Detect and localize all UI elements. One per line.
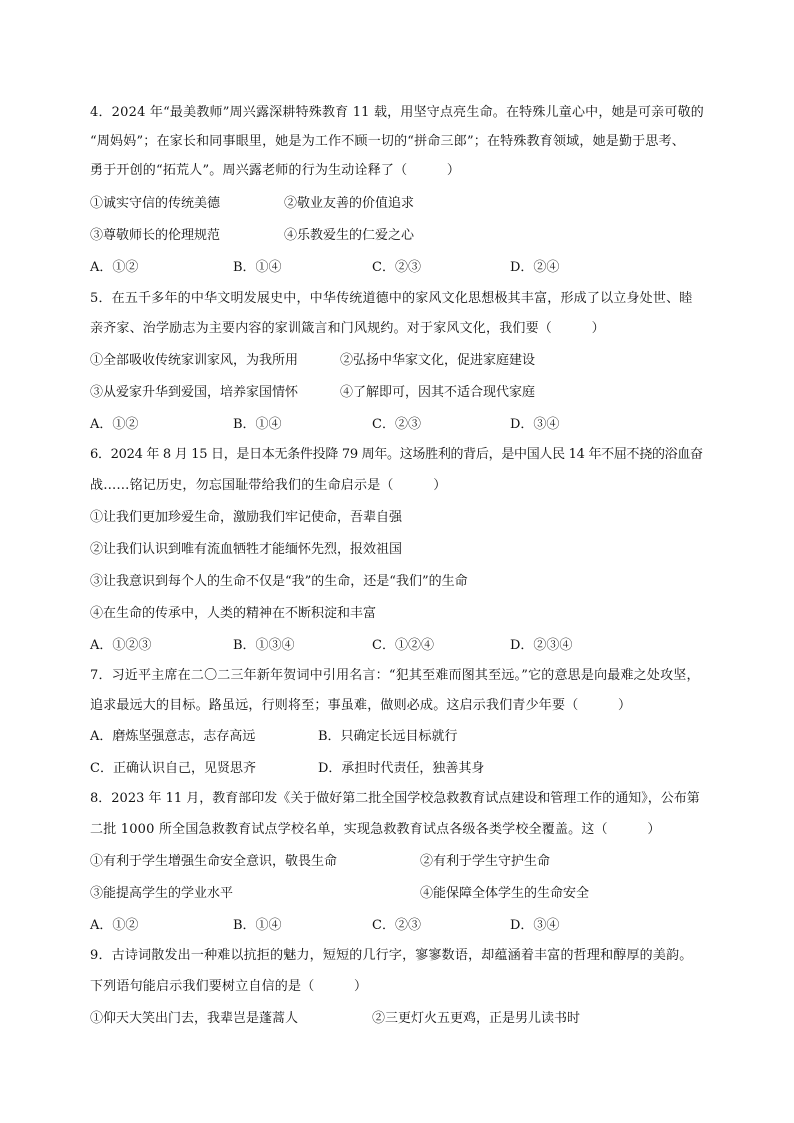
q6-stem-line-1: 6．2024 年 8 月 15 日，是日本无条件投降 79 周年。这场胜利的背后，是中国人民 14 年不屈不挠的浴血奋: [90, 447, 703, 462]
q6-option-b: B．①③④: [233, 638, 295, 653]
q4-stem-line-1: 4．2024 年“最美教师”周兴露深耕特殊教育 11 载，用坚守点亮生命。在特殊儿童心中，她是可亲可敬的: [90, 105, 704, 120]
q4-option-a: A．①②: [90, 260, 139, 275]
q8-stem-line-1: 8．2023 年 11 月，教育部印发《关于做好第二批全国学校急救教育试点建设和管理工作的通知》，公布第: [90, 791, 700, 806]
q6-option-d: D．②③④: [510, 638, 573, 653]
q9-stem-line-1: 9．古诗词散发出一种难以抗拒的魅力，短短的几行字，寥寥数语，却蕴涵着丰富的哲理和醇厚的美韵。: [90, 948, 693, 963]
q7-option-c: C．正确认识自己，见贤思齐: [90, 761, 256, 776]
q6-item-4: ④在生命的传承中，人类的精神在不断积淀和丰富: [90, 606, 377, 621]
q4-option-b: B．①④: [233, 260, 282, 275]
q4-item-2: ②敬业友善的价值追求: [284, 196, 415, 211]
q6-item-2: ②让我们认识到唯有流血牺牲才能缅怀先烈，报效祖国: [90, 542, 403, 557]
q8-stem-line-2: 二批 1000 所全国急救教育试点学校名单，实现急救教育试点各级各类学校全覆盖。这（ ）: [90, 822, 661, 837]
q4-item-1: ①诚实守信的传统美德: [90, 196, 221, 211]
q5-item-4: ④了解即可，因其不适合现代家庭: [340, 385, 536, 400]
q4-item-3: ③尊敬师长的伦理规范: [90, 228, 221, 243]
q6-option-a: A．①②③: [90, 638, 152, 653]
q8-item-3: ③能提高学生的学业水平: [90, 886, 234, 901]
q7-option-d: D．承担时代责任，独善其身: [318, 761, 485, 776]
q7-stem-line-1: 7．习近平主席在二〇二三年新年贺词中引用名言：“犯其至难而图其至远。”它的意思是向最难之处攻坚，: [90, 668, 700, 683]
q5-item-3: ③从爱家升华到爱国，培养家国情怀: [90, 385, 299, 400]
q9-item-1: ①仰天大笑出门去，我辈岂是蓬蒿人: [90, 1011, 299, 1026]
q8-option-b: B．①④: [233, 918, 282, 933]
q8-item-1: ①有利于学生增强生命安全意识，敬畏生命: [90, 854, 338, 869]
q8-option-c: C．②③: [372, 918, 421, 933]
q6-item-3: ③让我意识到每个人的生命不仅是“我”的生命，还是“我们”的生命: [90, 574, 468, 589]
q6-item-1: ①让我们更加珍爱生命，激励我们牢记使命，吾辈自强: [90, 510, 403, 525]
q5-item-1: ①全部吸收传统家训家风，为我所用: [90, 353, 299, 368]
q5-option-a: A．①②: [90, 417, 139, 432]
q5-stem-line-2: 亲齐家、治学励志为主要内容的家训箴言和门风规约。对于家风文化，我们要（ ）: [90, 321, 605, 336]
q4-option-c: C．②③: [372, 260, 421, 275]
q5-item-2: ②弘扬中华家文化，促进家庭建设: [340, 353, 536, 368]
q7-option-a: A．磨炼坚强意志，志存高远: [90, 729, 256, 744]
q5-option-b: B．①④: [233, 417, 282, 432]
q6-stem-line-2: 战……铭记历史，勿忘国耻带给我们的生命启示是（ ）: [90, 478, 447, 493]
q4-option-d: D．②④: [510, 260, 560, 275]
q8-option-d: D．③④: [510, 918, 560, 933]
q8-item-2: ②有利于学生守护生命: [420, 854, 551, 869]
q7-option-b: B．只确定长远目标就行: [318, 729, 458, 744]
q9-item-2: ②三更灯火五更鸡，正是男儿读书时: [372, 1011, 581, 1026]
q8-option-a: A．①②: [90, 918, 139, 933]
q7-stem-line-2: 追求最远大的目标。路虽远，行则将至；事虽难，做则必成。这启示我们青少年要（ ）: [90, 698, 632, 713]
q6-option-c: C．①②④: [372, 638, 434, 653]
q4-stem-line-3: 勇于开创的“拓荒人”。周兴露老师的行为生动诠释了（ ）: [90, 163, 461, 178]
q9-stem-line-2: 下列语句能启示我们要树立自信的是（ ）: [90, 979, 368, 994]
q5-option-d: D．③④: [510, 417, 560, 432]
q4-item-4: ④乐教爱生的仁爱之心: [284, 228, 415, 243]
q5-option-c: C．②③: [372, 417, 421, 432]
q8-item-4: ④能保障全体学生的生命安全: [420, 886, 590, 901]
q5-stem-line-1: 5．在五千多年的中华文明发展史中，中华传统道德中的家风文化思想极其丰富，形成了以立身处世、睦: [90, 291, 693, 306]
q4-stem-line-2: “周妈妈”；在家长和同事眼里，她是为工作不顾一切的“拼命三郎”；在特殊教育领域，她是勤于思考、: [90, 134, 685, 149]
